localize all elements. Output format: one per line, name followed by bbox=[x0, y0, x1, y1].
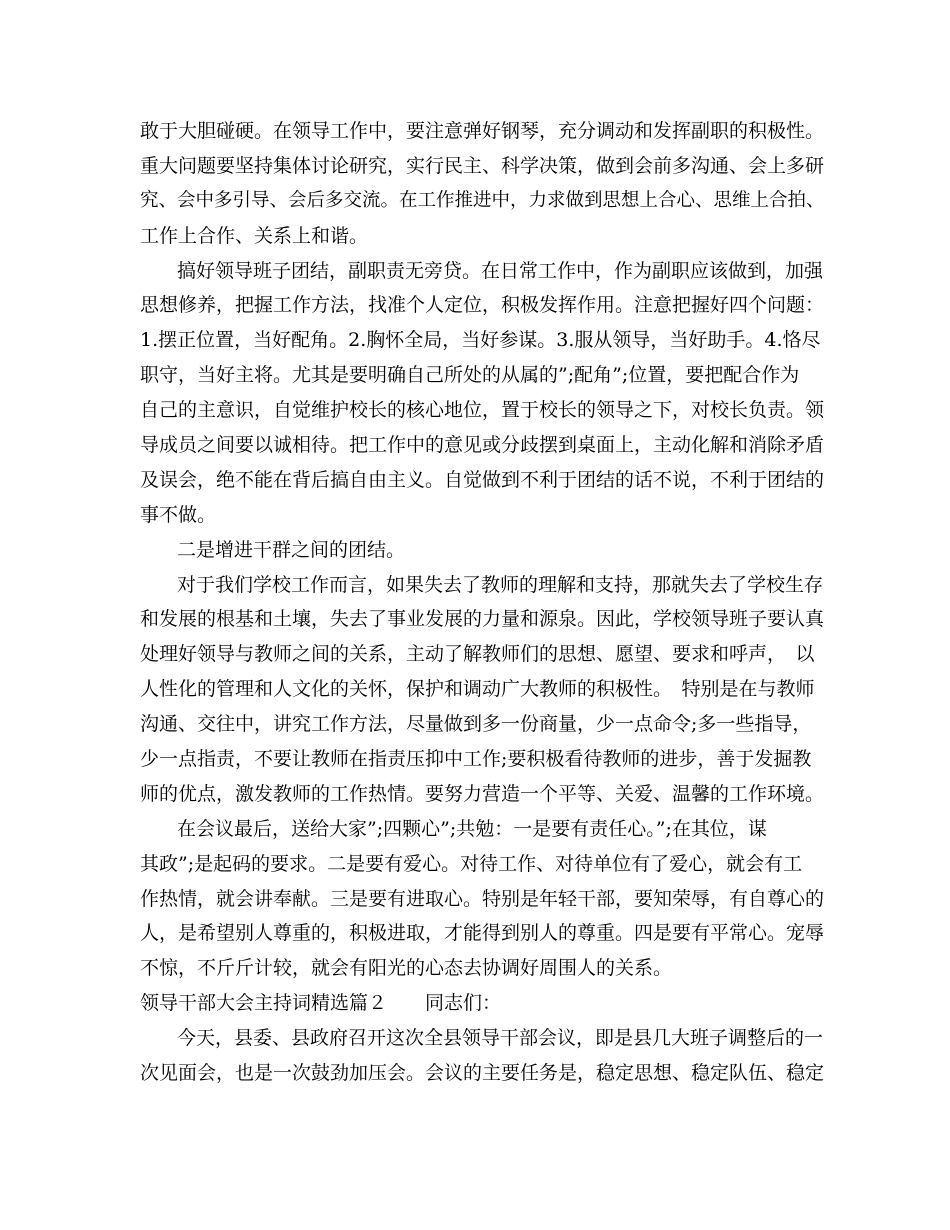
text-line: 究、会中多引导、会后多交流。在工作推进中，力求做到思想上合心、思维上合拍、 bbox=[140, 189, 825, 211]
text-line: 搞好领导班子团结，副职责无旁贷。在日常工作中，作为副职应该做到，加强 bbox=[177, 259, 824, 282]
text-line: 在会议最后，送给大家”;四颗心”;共勉：一是要有责任心。”;在其位，谋 bbox=[177, 817, 767, 840]
text-line: 沟通、交往中，讲究工作方法，尽量做到多一份商量，少一点命令;多一些指导， bbox=[140, 713, 812, 736]
text-line: 导成员之间要以诚相待。把工作中的意见或分歧摆到桌面上，主动化解和消除矛盾 bbox=[140, 434, 825, 457]
text-line: 和发展的根基和土壤，失去了事业发展的力量和源泉。因此，学校领导班子要认真 bbox=[140, 608, 825, 631]
text-line: 对于我们学校工作而言，如果失去了教师的理解和支持，那就失去了学校生存 bbox=[177, 573, 824, 596]
text-line: 思想修养，把握工作方法，找准个人定位，积极发挥作用。注意把握好四个问题： bbox=[140, 294, 825, 317]
text-line: 人，是希望别人尊重的，积极进取，才能得到别人的尊重。四是要有平常心。宠辱 bbox=[140, 922, 825, 945]
text-line: 二是增进干群之间的团结。 bbox=[177, 538, 406, 561]
text-line: 今天，县委、县政府召开这次全县领导干部会议，即是县几大班子调整后的一 bbox=[177, 1027, 824, 1050]
text-line: 不惊，不斤斤计较，就会有阳光的心态去协调好周围人的关系。 bbox=[140, 957, 673, 980]
text-line: 敢于大胆碰硬。在领导工作中，要注意弹好钢琴，充分调动和发挥副职的积极性。 bbox=[140, 120, 825, 142]
text-line: 人性化的管理和人文化的关怀，保护和调动广大教师的积极性。 特别是在与教师 bbox=[140, 678, 815, 701]
text-line: 领导干部大会主持词精选篇２ 同志们： bbox=[140, 992, 502, 1015]
text-line: 少一点指责，不要让教师在指责压抑中工作;要积极看待教师的进步，善于发掘教 bbox=[140, 748, 812, 771]
text-line: 1.摆正位置，当好配角。2.胸怀全局，当好参谋。3.服从领导，当好助手。4.恪尽 bbox=[140, 329, 821, 352]
text-line: 次见面会，也是一次鼓劲加压会。会议的主要任务是，稳定思想、稳定队伍、稳定 bbox=[140, 1062, 825, 1085]
text-line: 师的优点，激发教师的工作热情。要努力营造一个平等、关爱、温馨的工作环境。 bbox=[140, 782, 825, 805]
text-line: 职守，当好主将。尤其是要明确自己所处的从属的”;配角”;位置，要把配合作为 bbox=[140, 364, 800, 387]
text-line: 其政”;是起码的要求。二是要有爱心。对待工作、对待单位有了爱心，就会有工 bbox=[140, 852, 803, 875]
document-body bbox=[140, 114, 830, 1091]
text-line: 及误会，绝不能在背后搞自由主义。自觉做到不利于团结的话不说，不利于团结的 bbox=[140, 468, 825, 491]
text-line: 工作上合作、关系上和谐。 bbox=[140, 224, 369, 247]
text-line: 作热情，就会讲奉献。三是要有进取心。特别是年轻干部，要知荣辱，有自尊心的 bbox=[140, 887, 825, 910]
text-line: 事不做。 bbox=[140, 503, 217, 526]
text-line: 自己的主意识，自觉维护校长的核心地位，置于校长的领导之下，对校长负责。领 bbox=[140, 399, 825, 422]
text-line: 重大问题要坚持集体讨论研究，实行民主、科学决策，做到会前多沟通、会上多研 bbox=[140, 154, 825, 177]
text-line: 处理好领导与教师之间的关系，主动了解教师们的思想、愿望、要求和呼声， 以 bbox=[140, 643, 815, 666]
